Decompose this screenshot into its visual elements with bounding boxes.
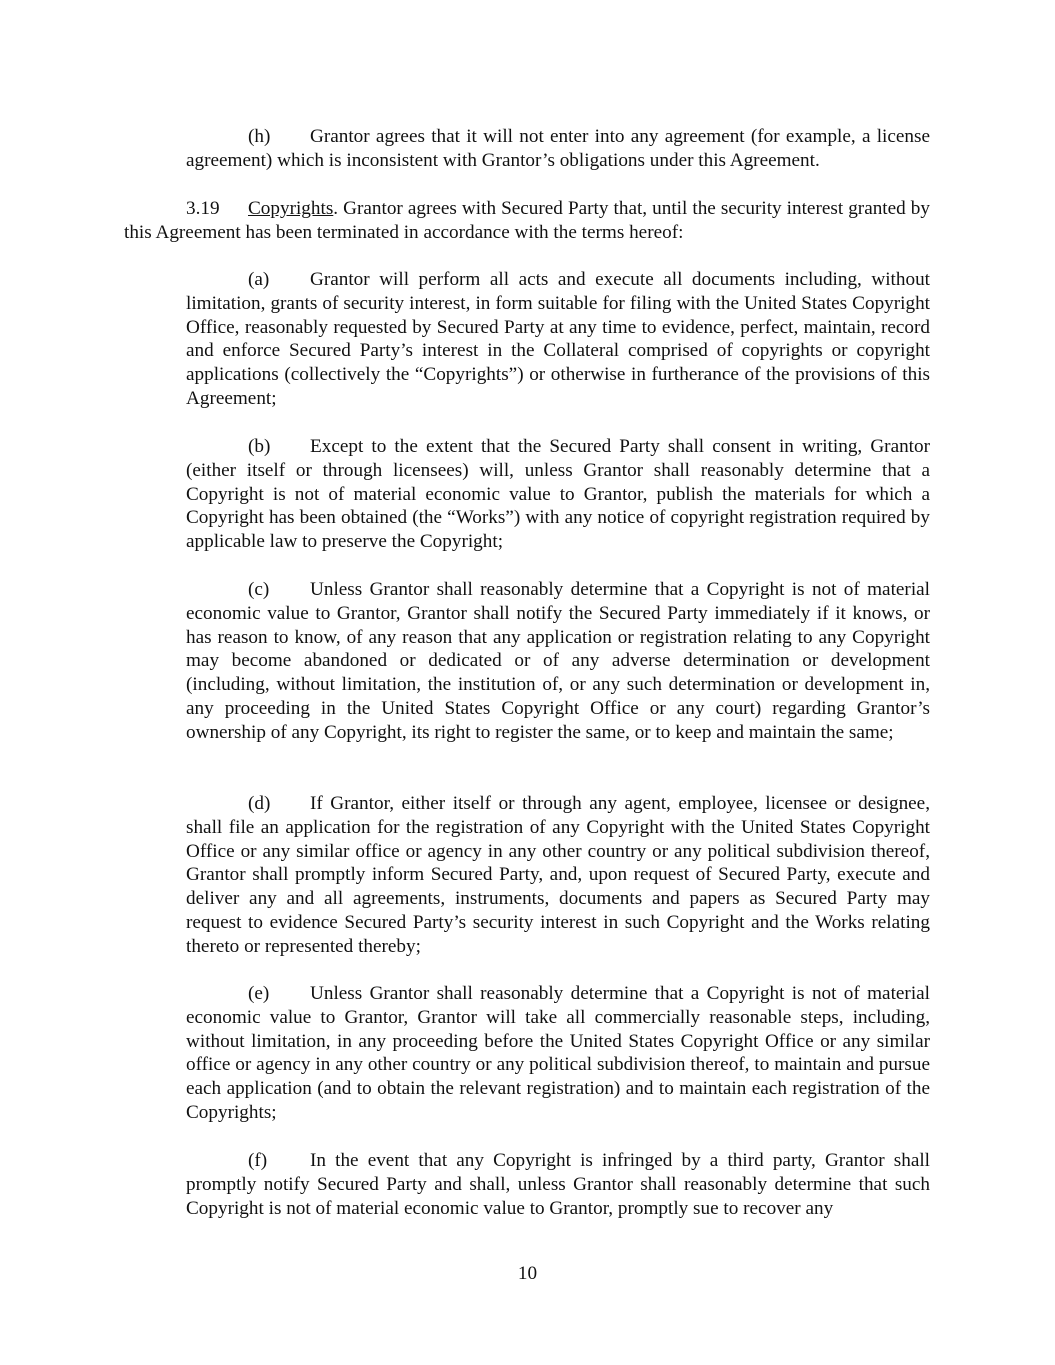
paragraph-h: [186, 125, 930, 173]
section-heading-period: .: [333, 198, 339, 219]
paragraph-d-label: (d): [248, 793, 271, 814]
page-number: 10: [517, 1263, 538, 1284]
section-3-19: [124, 197, 930, 245]
paragraph-f-label: (f): [248, 1150, 268, 1171]
paragraph-d-text: If Grantor, either itself or through any agent, employee, licensee or designee, shall file an application for the registration of any Copyright with the United States Copyright Office or any similar office or agency in any other country or any political subdivision thereof, Grantor shall promptly inform Secured Party, and, upon request of Secured Party, execute and deliver any and all agreements, instruments, documents and papers as Secured Party may request to evidence Secured Party’s security interest in such Copyright and the Works relating thereto or represented thereby;: [186, 793, 930, 957]
paragraph-e-text: Unless Grantor shall reasonably determine that a Copyright is not of material economic value to Grantor, Grantor will take all commercially reasonable steps, including, without limitation, in any proceeding before the United States Copyright Office or any similar office or agency in any other country or any political subdivision thereof, to maintain and pursue each application (and to obtain the relevant registration) and to maintain each registration of the Copyrights;: [186, 983, 930, 1123]
paragraph-h-label: (h): [248, 126, 271, 147]
paragraph-c-text: Unless Grantor shall reasonably determine that a Copyright is not of material economic value to Grantor, Grantor shall notify the Secured Party immediately if it knows, or has reason to know, of any reason that any application or registration relating to any Copyright may become abandoned or dedicated or of any adverse determination or development (including, without limitation, the institution of, or any such determination or development in, any proceeding in the United States Copyright Office or any court) regarding Grantor’s ownership of any Copyright, its right to register the same, or to keep and maintain the same;: [186, 579, 930, 743]
paragraph-a-text: Grantor will perform all acts and execute all documents including, without limitation, grants of security interest, in form suitable for filing with the United States Copyright Office, reasonably requested by Secured Party at any time to evidence, perfect, maintain, record and enforce Secured Party’s interest in the Collateral comprised of copyrights or copyright applications (collectively the “Copyrights”) or otherwise in furtherance of the provisions of this Agreement;: [186, 269, 930, 409]
paragraph-c: [186, 578, 930, 745]
paragraph-e: [186, 982, 930, 1125]
paragraph-a: [186, 268, 930, 411]
paragraph-f: [186, 1149, 930, 1220]
paragraph-b: [186, 435, 930, 554]
paragraph-d: [186, 792, 930, 959]
paragraph-e-label: (e): [248, 983, 270, 1004]
section-intro-text: Grantor agrees with Secured Party that, until the security interest granted by this Agreement has been terminated in accordance with the terms hereof:: [124, 198, 930, 243]
section-number: 3.19: [186, 198, 220, 219]
paragraph-c-label: (c): [248, 579, 270, 600]
paragraph-b-label: (b): [248, 436, 271, 457]
paragraph-b-text: Except to the extent that the Secured Party shall consent in writing, Grantor (either itself or through licensees) will, unless Grantor shall reasonably determine that a Copyright is not of material economic value to Grantor, publish the materials for which a Copyright has been obtained (the “Works”) with any notice of copyright registration required by applicable law to preserve the Copyright;: [186, 436, 930, 553]
paragraph-h-text: Grantor agrees that it will not enter into any agreement (for example, a license agreement) which is inconsistent with Grantor’s obligations under this Agreement.: [186, 126, 930, 171]
section-heading: Copyrights: [248, 198, 334, 219]
paragraph-a-label: (a): [248, 269, 270, 290]
paragraph-f-text: In the event that any Copyright is infringed by a third party, Grantor shall promptly notify Secured Party and shall, unless Grantor shall reasonably determine that such Copyright is not of material economic value to Grantor, promptly sue to recover any: [186, 1150, 930, 1219]
